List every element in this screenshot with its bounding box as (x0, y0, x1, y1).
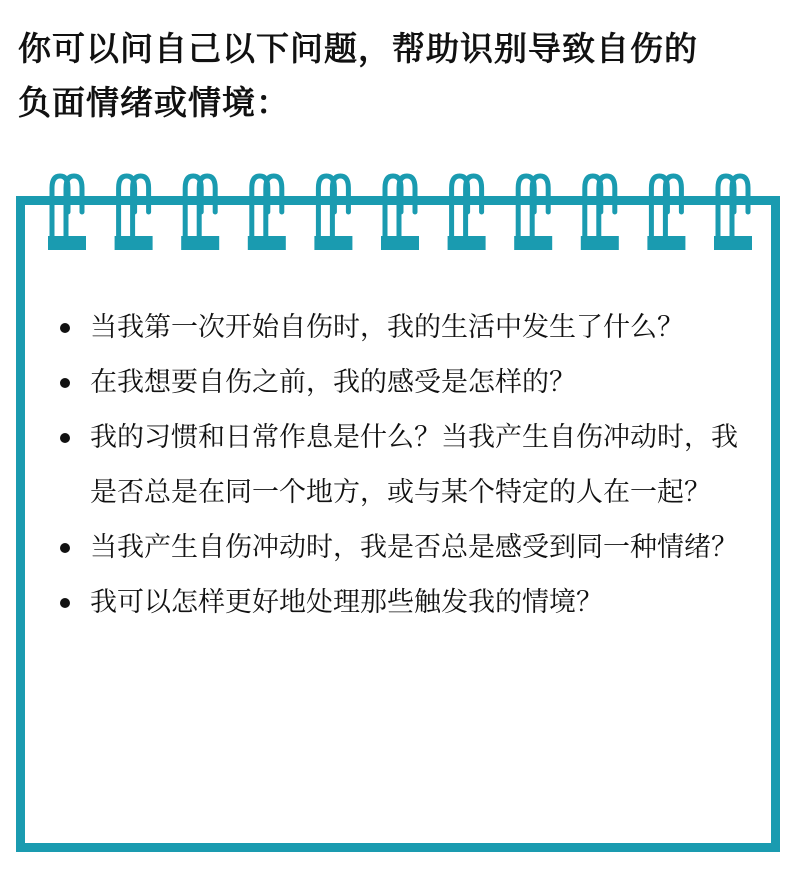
page-heading (18, 22, 798, 130)
binding-ring (381, 176, 419, 250)
bullet-dot (60, 433, 70, 443)
binding-ring (314, 176, 352, 250)
question-text: 当我产生自伤冲动时，我是否总是感受到同一种情绪？ (90, 532, 738, 563)
binding-ring (514, 176, 552, 250)
binding-ring (181, 176, 219, 250)
binding-ring (647, 176, 685, 250)
question-list (58, 300, 738, 630)
list-item (58, 575, 738, 630)
list-item (58, 410, 738, 520)
heading-line-1: 你可以问自己以下问题，帮助识别导致自伤的 (18, 29, 698, 68)
question-text: 我的习惯和日常作息是什么？当我产生自伤冲动时，我是否总是在同一个地方，或与某个特定的人在一起？ (90, 422, 738, 508)
binding-ring (115, 176, 153, 250)
spiral-binding (0, 172, 810, 256)
binding-ring (48, 176, 86, 250)
list-item (58, 300, 738, 355)
question-text: 我可以怎样更好地处理那些触发我的情境？ (90, 587, 603, 618)
binding-ring (248, 176, 286, 250)
bullet-dot (60, 378, 70, 388)
question-text: 当我第一次开始自伤时，我的生活中发生了什么？ (90, 312, 684, 343)
bullet-dot (60, 323, 70, 333)
binding-ring (448, 176, 486, 250)
list-item (58, 520, 738, 575)
bullet-dot (60, 598, 70, 608)
question-text: 在我想要自伤之前，我的感受是怎样的？ (90, 367, 576, 398)
binding-ring (581, 176, 619, 250)
heading-line-2: 负面情绪或情境： (18, 83, 290, 122)
bullet-dot (60, 543, 70, 553)
list-item (58, 355, 738, 410)
binding-ring (714, 176, 752, 250)
